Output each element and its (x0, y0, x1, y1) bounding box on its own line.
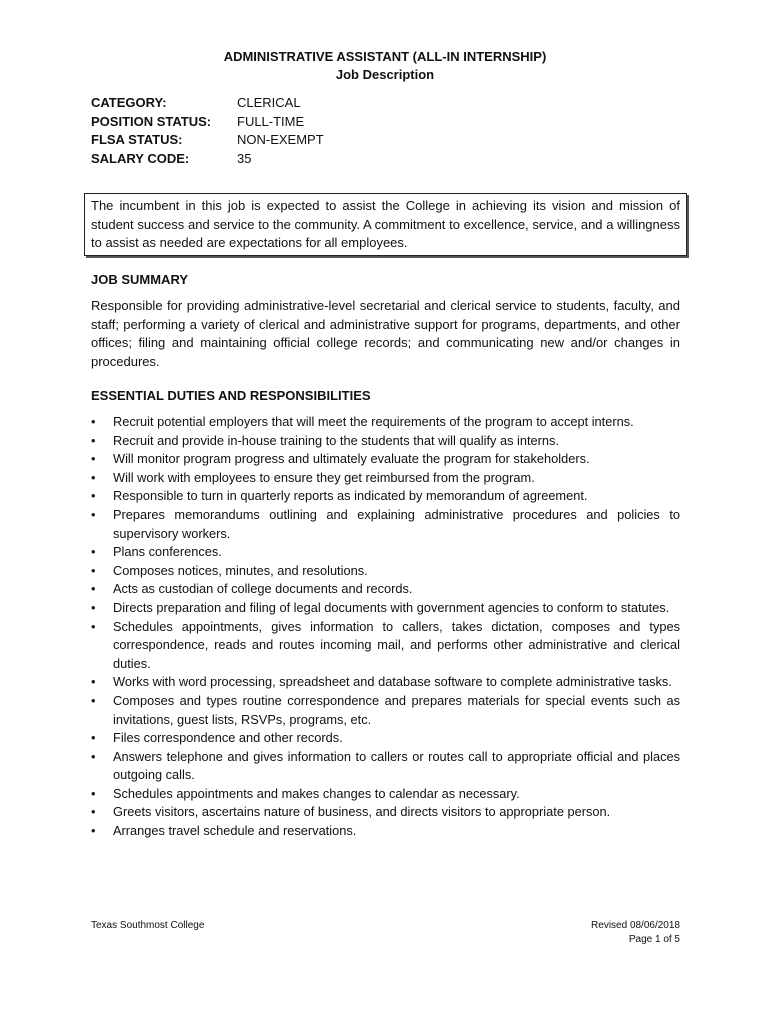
duty-text: Plans conferences. (113, 544, 222, 560)
list-item (91, 562, 680, 581)
meta-value: NON-EXEMPT (237, 132, 324, 147)
bullet-icon: • (91, 804, 96, 820)
meta-key: POSITION STATUS: (91, 113, 212, 129)
bullet-icon: • (91, 581, 96, 597)
list-item (91, 673, 680, 692)
bullet-icon: • (91, 414, 96, 429)
bullet-icon: • (91, 562, 96, 578)
bullet-icon: • (91, 823, 96, 839)
footer-revised-date: Revised 08/06/2018 (591, 920, 680, 931)
meta-key: SALARY CODE: (91, 150, 190, 166)
list-item (91, 618, 680, 674)
list-item (91, 543, 680, 562)
duty-text: Files correspondence and other records. (113, 730, 343, 746)
duty-text: Will work with employees to ensure they get reimbursed from the program. (113, 469, 535, 485)
bullet-icon: • (91, 599, 96, 615)
bullet-icon: • (91, 451, 96, 467)
duty-text: Prepares memorandums outlining and explaining administrative procedures and policies to supervisory workers. (113, 506, 680, 541)
list-item (91, 599, 680, 618)
document-title: ADMINISTRATIVE ASSISTANT (ALL-IN INTERNSHIP) (223, 49, 547, 64)
bullet-icon: • (91, 432, 96, 448)
bullet-icon: • (91, 469, 96, 485)
duty-text: Arranges travel schedule and reservations. (113, 823, 357, 839)
list-item (91, 506, 680, 543)
duty-text: Will monitor program progress and ultimately evaluate the program for stakeholders. (113, 451, 590, 467)
meta-value: CLERICAL (237, 95, 301, 110)
footer-info (591, 919, 680, 947)
duty-text: Composes and types routine correspondence and prepares materials for special events such as invitations, guest lists, RSVPs, programs, etc. (113, 692, 680, 727)
duties-heading: ESSENTIAL DUTIES AND RESPONSIBILITIES (91, 388, 371, 403)
bullet-icon: • (91, 748, 96, 764)
bullet-icon: • (91, 618, 96, 634)
duty-text: Greets visitors, ascertains nature of business, and directs visitors to appropriate person. (113, 804, 611, 820)
duties-list (91, 413, 680, 841)
meta-key: CATEGORY: (91, 95, 167, 110)
duties-section (91, 387, 680, 841)
list-item (91, 729, 680, 748)
list-item (91, 413, 680, 432)
list-item (91, 469, 680, 488)
meta-key: FLSA STATUS: (91, 132, 183, 147)
duty-text: Composes notices, minutes, and resolutions. (113, 562, 368, 578)
list-item (91, 785, 680, 804)
duty-text: Acts as custodian of college documents and records. (113, 581, 413, 597)
list-item (91, 748, 680, 785)
duty-text: Schedules appointments and makes changes to calendar as necessary. (113, 785, 520, 801)
list-item (91, 822, 680, 841)
bullet-icon: • (91, 730, 96, 746)
list-item (91, 487, 680, 506)
duty-text: Schedules appointments, gives information to callers, takes dictation, composes and types correspondence, reads and routes incoming mail, and performs other administrative and clerical duties. (113, 618, 680, 671)
list-item (91, 803, 680, 822)
bullet-icon: • (91, 674, 96, 690)
bullet-icon: • (91, 506, 96, 522)
meta-row-position-status (91, 113, 324, 132)
duty-text: Recruit potential employers that will meet the requirements of the program to accept interns. (113, 414, 634, 429)
job-summary-section (91, 271, 680, 371)
job-summary-text: Responsible for providing administrative-level secretarial and clerical service to students, faculty, and staff; performing a variety of clerical and administrative support for programs, departments, and other offices; filing and maintaining official college records; and communicating new and/or changes in procedures. (91, 298, 680, 369)
meta-value: FULL-TIME (237, 113, 305, 129)
document-header (0, 48, 770, 84)
duty-text: Responsible to turn in quarterly reports as indicated by memorandum of agreement. (113, 488, 588, 504)
footer-organization: Texas Southmost College (91, 920, 205, 931)
bullet-icon: • (91, 544, 96, 560)
bullet-icon: • (91, 692, 96, 708)
list-item (91, 432, 680, 451)
job-meta-table (91, 94, 324, 168)
bullet-icon: • (91, 785, 96, 801)
document-subtitle: Job Description (335, 67, 435, 82)
list-item (91, 450, 680, 469)
duty-text: Directs preparation and filing of legal documents with government agencies to conform to statutes. (113, 599, 670, 615)
duty-text: Works with word processing, spreadsheet and database software to complete administrative tasks. (113, 674, 672, 690)
footer-page-number: Page 1 of 5 (628, 934, 680, 945)
duty-text: Recruit and provide in-house training to the students that will qualify as interns. (113, 432, 560, 448)
duty-text: Answers telephone and gives information to callers or routes call to appropriate official and places outgoing calls. (113, 748, 680, 783)
intro-statement-box: The incumbent in this job is expected to assist the College in achieving its vision and mission of student success and service to the community. A commitment to excellence, service, and a willingness to assist as needed are expectations for all employees. (84, 193, 687, 256)
list-item (91, 692, 680, 729)
job-summary-heading: JOB SUMMARY (91, 272, 189, 287)
meta-row-salary-code (91, 150, 324, 169)
meta-row-category (91, 94, 324, 113)
list-item (91, 580, 680, 599)
bullet-icon: • (91, 488, 96, 504)
meta-row-flsa-status (91, 131, 324, 150)
meta-value: 35 (237, 150, 252, 166)
